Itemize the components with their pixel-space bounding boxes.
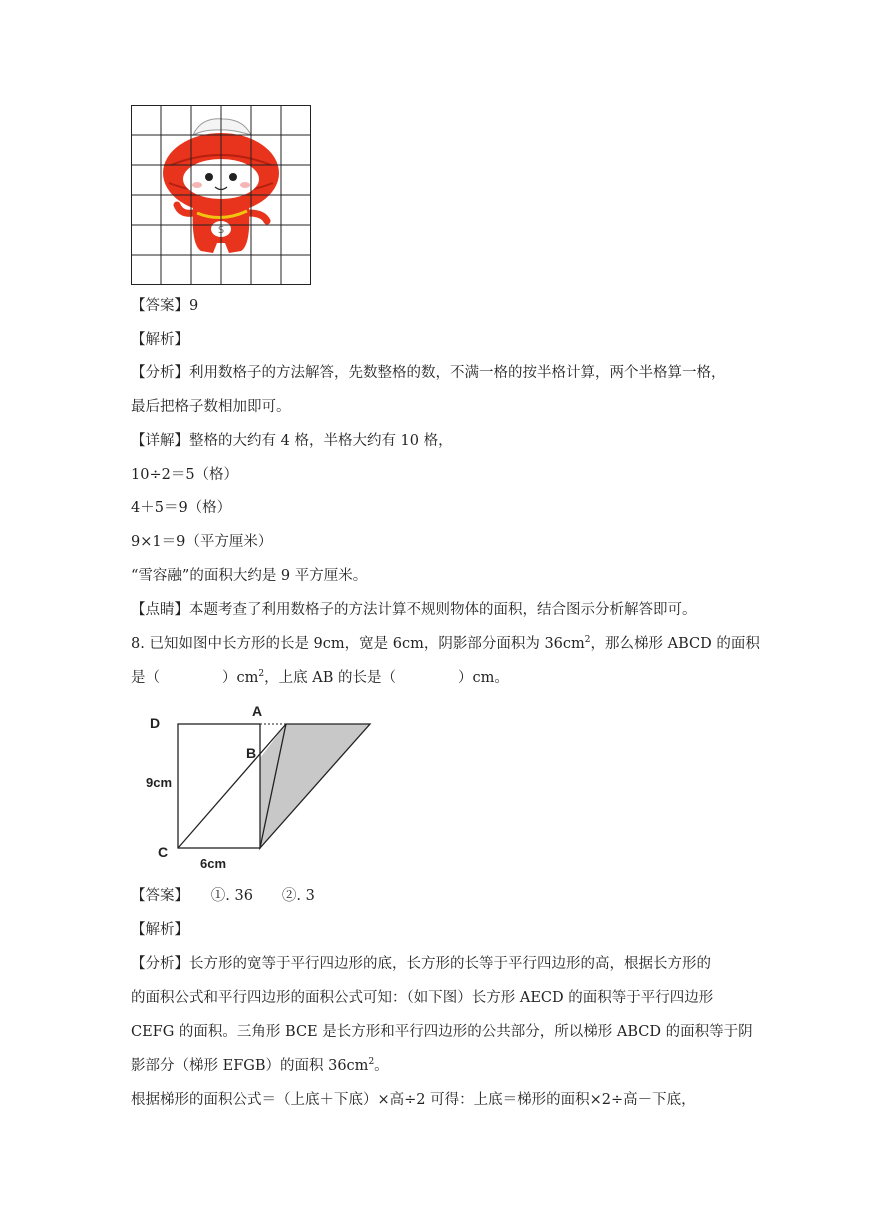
label-width: 6cm [200,856,227,871]
label-d: D [150,715,161,731]
q8-answer: 【答案】 ①. 36 ②. 3 [131,888,315,904]
q8-analysis-part: 影部分（梯形 EFGB）的面积 36cm [131,1058,369,1074]
rectangle-outline [178,724,260,848]
q7-analysis-heading: 【解析】 [131,332,189,348]
q8-analysis-heading: 【解析】 [131,922,189,938]
q8-stem-part: ，那么梯形 ABCD 的面积 [590,636,760,652]
q7-detail-line-1: 【详解】整格的大约有 4 格，半格大约有 10 格， [131,433,453,449]
q7-detail-line-4: 9×1＝9（平方厘米） [131,534,273,550]
q8-stem-part: ）cm [222,670,259,686]
trapezoid-figure [140,698,380,880]
q7-detail-line-2: 10÷2＝5（格） [131,467,239,483]
square-grid [131,105,311,285]
superscript-2: 2 [584,635,591,646]
q8-stem-part: 8. 已知如图中长方形的长是 9cm，宽是 6cm，阴影部分面积为 36cm [131,636,585,652]
q7-detail-line-3: 4＋5＝9（格） [131,500,232,516]
q8-stem-line-2 [131,668,509,688]
q8-analysis-line-1: 【分析】长方形的宽等于平行四边形的底，长方形的长等于平行四边形的高，根据长方形的 [131,956,711,972]
label-a: A [252,703,263,719]
q8-analysis-line-3: CEFG 的面积。三角形 BCE 是长方形和平行四边形的公共部分，所以梯形 ABCD 的面积等于阴 [131,1024,753,1040]
superscript-2: 2 [258,669,265,680]
q7-comment: 【点睛】本题考查了利用数格子的方法计算不规则物体的面积，结合图示分析解答即可。 [131,602,697,618]
grid-mascot-figure [131,105,311,289]
svg-text:S: S [217,225,225,236]
q8-stem-part: 是（ [131,670,160,686]
superscript-2: 2 [368,1057,375,1068]
label-c: C [158,844,169,860]
q8-analysis-line-4 [131,1056,389,1076]
q7-analysis-line-2: 最后把格子数相加即可。 [131,399,291,415]
q8-analysis-part: 。 [374,1058,389,1074]
q8-analysis-line-2: 的面积公式和平行四边形的面积公式可知：（如下图）长方形 AECD 的面积等于平行四边形 [131,990,714,1006]
q8-stem-part: ，上底 AB 的长是（ [264,670,396,686]
q7-analysis-line-1: 【分析】利用数格子的方法解答，先数整格的数，不满一格的按半格计算，两个半格算一格， [131,365,726,381]
label-height: 9cm [146,775,173,790]
q7-detail-line-5: “雪容融”的面积大约是 9 平方厘米。 [131,568,368,584]
q8-stem-line-1 [131,634,760,654]
q8-stem-part: ）cm。 [457,670,509,686]
q7-answer: 【答案】9 [131,298,199,314]
q8-formula: 根据梯形的面积公式＝（上底＋下底）×高÷2 可得：上底＝梯形的面积×2÷高－下底， [131,1092,696,1108]
label-b: B [246,745,257,761]
